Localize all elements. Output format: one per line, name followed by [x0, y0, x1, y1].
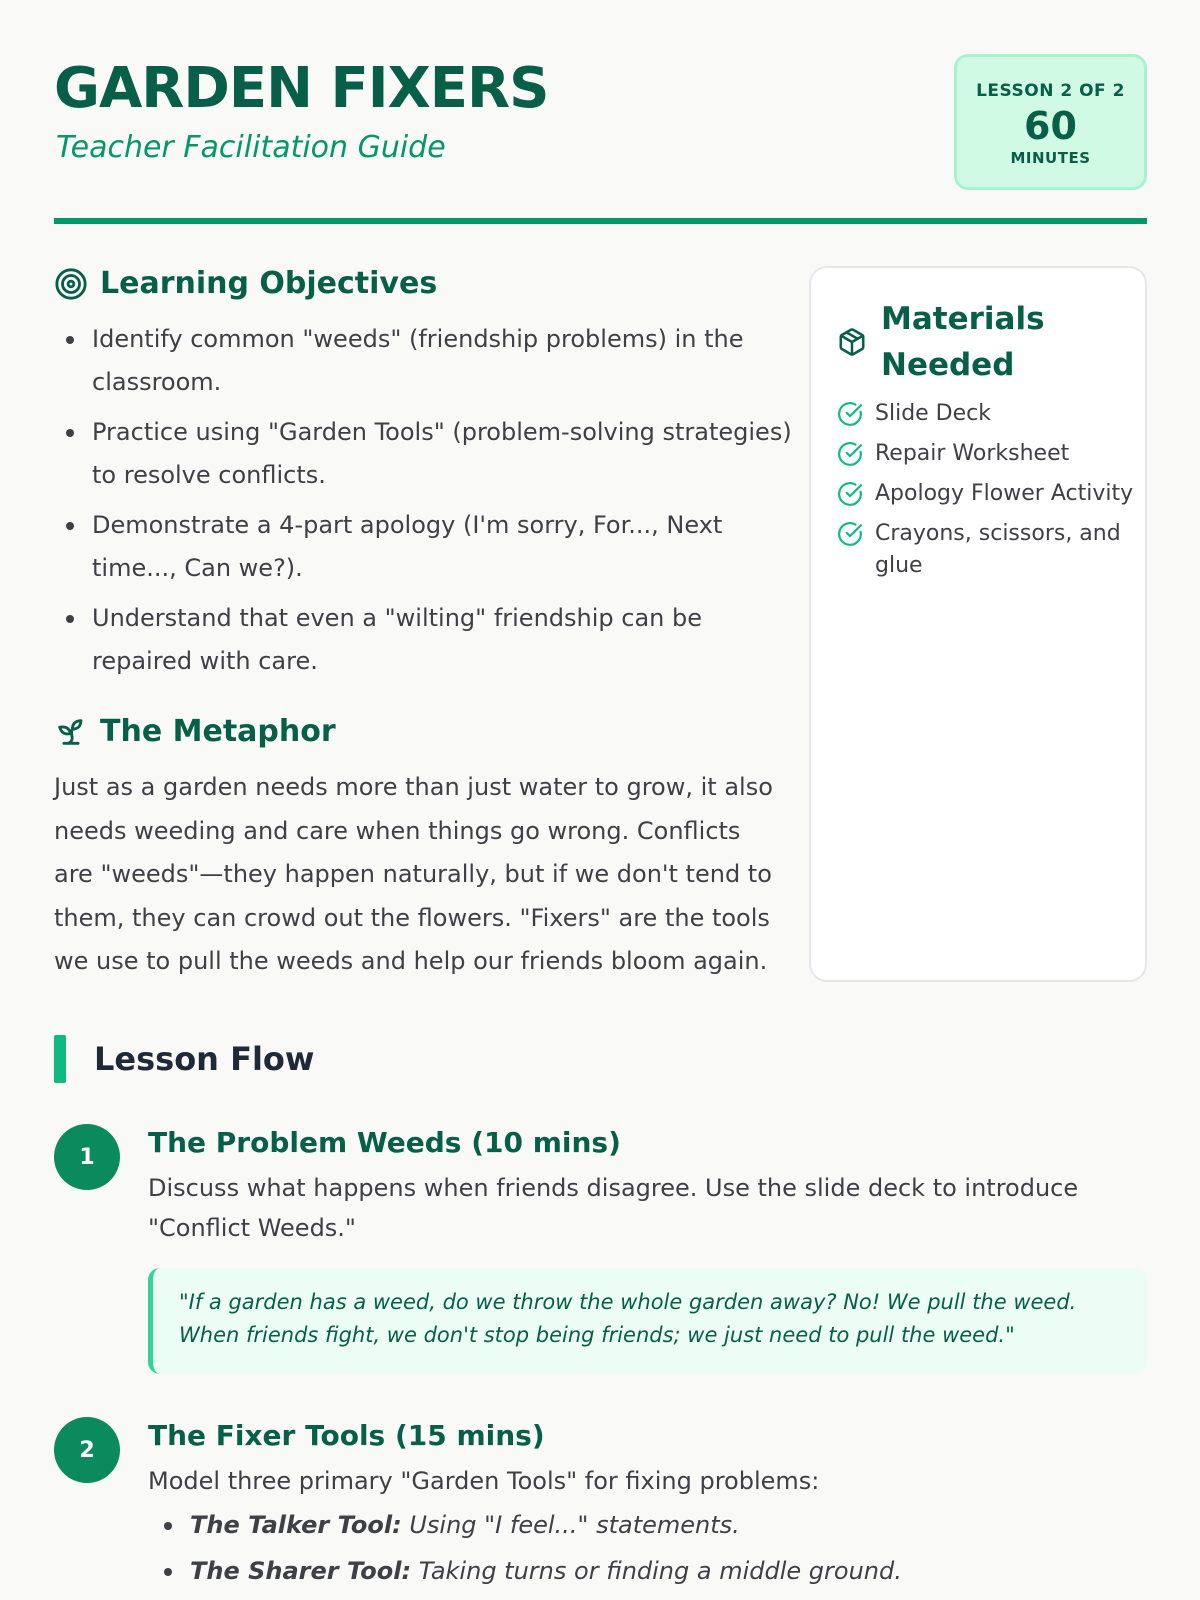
materials-heading [837, 296, 1045, 388]
step-number-badge: 2 [54, 1417, 120, 1483]
target-icon [54, 267, 88, 301]
lesson-number: LESSON 2 OF 2 [976, 81, 1125, 101]
materials-title-line2: Needed [881, 347, 1015, 383]
check-circle-icon [837, 481, 863, 507]
tools-list [190, 1502, 1090, 1594]
list-item: Understand that even a "wilting" friendship can be repaired with care. [92, 597, 792, 683]
lesson-minutes: 60 [1024, 104, 1077, 148]
teacher-quote: "If a garden has a weed, do we throw the whole garden away? No! We pull the weed. When friends fight, we don't stop being friends; we just need to pull the weed." [148, 1268, 1147, 1374]
lesson-badge [954, 54, 1147, 190]
list-item: Identify common "weeds" (friendship problems) in the classroom. [92, 318, 792, 404]
metaphor-heading-label: The Metaphor [100, 714, 336, 749]
lesson-flow-title: Lesson Flow [94, 1040, 315, 1078]
objectives-list [92, 318, 792, 690]
page-header [54, 52, 1147, 192]
page-title: GARDEN FIXERS [54, 56, 549, 121]
package-icon [837, 327, 867, 357]
section-accent-bar [54, 1035, 66, 1083]
material-label: Slide Deck [875, 401, 991, 426]
list-item [837, 518, 1137, 582]
tool-name: The Sharer Tool: [190, 1557, 412, 1585]
material-label: Crayons, scissors, and glue [875, 521, 1121, 578]
list-item [190, 1548, 1090, 1594]
page-subtitle: Teacher Facilitation Guide [56, 130, 446, 165]
materials-card [809, 266, 1147, 982]
lesson-minutes-unit: MINUTES [1010, 149, 1091, 167]
materials-title [881, 296, 1045, 388]
step-description: Model three primary "Garden Tools" for fixing problems: [148, 1467, 820, 1495]
sprout-icon [54, 715, 88, 749]
tool-name: The Talker Tool: [190, 1511, 402, 1539]
list-item [837, 398, 1137, 430]
objectives-heading [54, 266, 437, 301]
step-title: The Problem Weeds (10 mins) [148, 1126, 621, 1159]
lesson-flow-heading [54, 1035, 314, 1083]
metaphor-text: Just as a garden needs more than just water to grow, it also needs weeding and care when things go wrong. Conflicts are "weeds"—they happen naturally, but if we don't tend to them, they can crowd out the flowers. "Fixers" are the tools we use to pull the weeds and help our friends bloom again. [54, 773, 773, 975]
material-label: Apology Flower Activity [875, 481, 1134, 506]
step-description: Discuss what happens when friends disagree. Use the slide deck to introduce "Conflict Weeds." [148, 1174, 1079, 1242]
check-circle-icon [837, 401, 863, 427]
header-divider [54, 218, 1147, 224]
list-item [837, 438, 1137, 470]
material-label: Repair Worksheet [875, 441, 1070, 466]
tool-text: Taking turns or finding a middle ground. [418, 1557, 902, 1585]
tool-text: Using "I feel..." statements. [409, 1511, 740, 1539]
materials-title-line1: Materials [881, 301, 1045, 337]
list-item: Demonstrate a 4-part apology (I'm sorry, For..., Next time..., Can we?). [92, 504, 792, 590]
list-item [190, 1502, 1090, 1548]
list-item: Practice using "Garden Tools" (problem-solving strategies) to resolve conflicts. [92, 411, 792, 497]
list-item [837, 478, 1137, 510]
lesson-guide-page [54, 0, 1147, 1600]
check-circle-icon [837, 441, 863, 467]
objectives-heading-label: Learning Objectives [100, 266, 438, 301]
check-circle-icon [837, 521, 863, 547]
materials-list [837, 398, 1137, 590]
step-number-badge: 1 [54, 1124, 120, 1190]
metaphor-heading [54, 714, 336, 749]
step-title: The Fixer Tools (15 mins) [148, 1419, 545, 1452]
